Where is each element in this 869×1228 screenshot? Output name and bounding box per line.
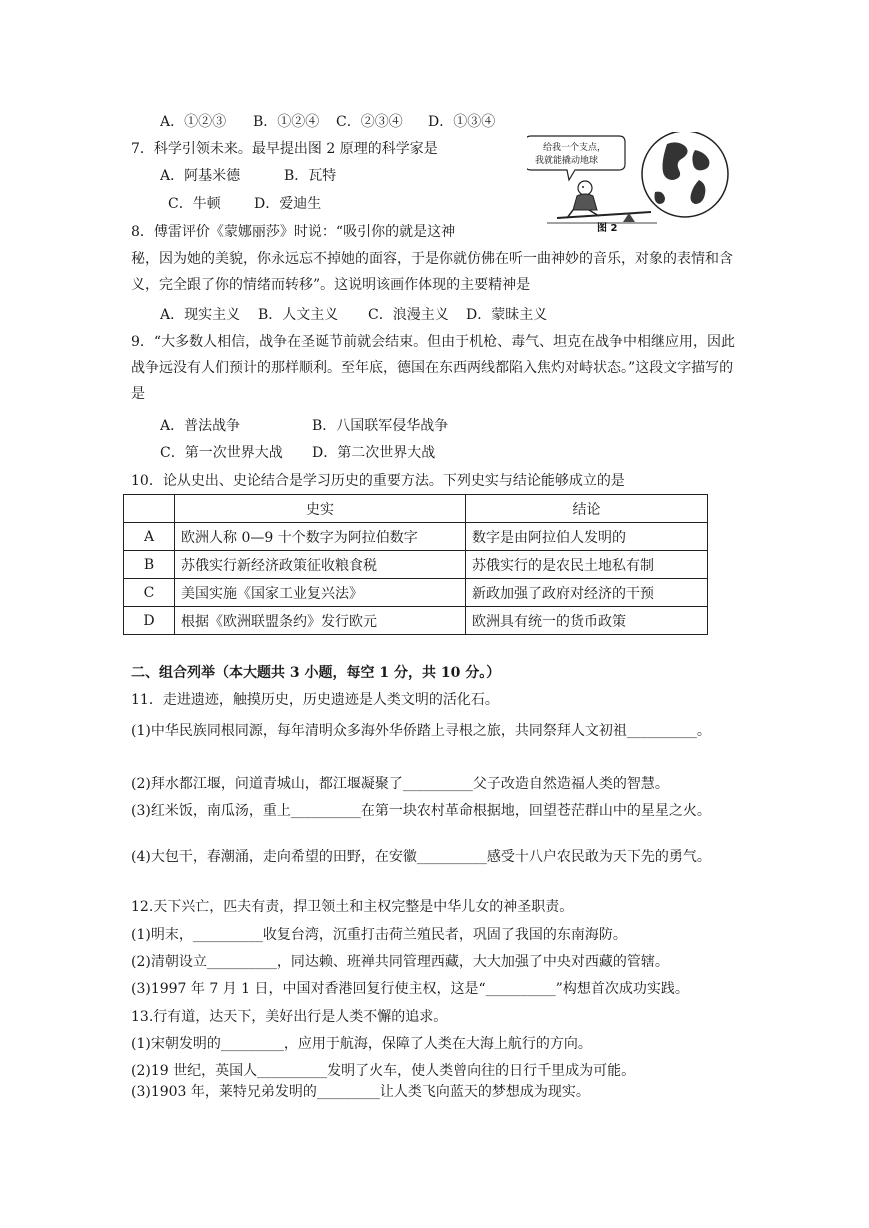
table-row (124, 579, 708, 607)
bubble-text-line2: 我就能撬动地球 (535, 156, 599, 166)
table-row (124, 607, 708, 635)
q8-stem-rest: 秘，因为她的美貌，你永远忘不掉她的面容，于是你就仿佛在听一曲神妙的音乐，对象的表情和含义，完全跟了你的情绪而转移”。这说明该画作体现的主要精神是 (131, 251, 733, 293)
table-cell: 苏俄实行新经济政策征收粮食税 (175, 551, 466, 579)
q8-option-c: C．浪漫主义 (368, 307, 449, 323)
q8-option-a: A．现实主义 (160, 307, 241, 323)
table-row (124, 551, 708, 579)
table-cell: 新政加强了政府对经济的干预 (466, 579, 708, 607)
q12-stem: 12.天下兴亡，匹夫有责，捍卫领土和主权完整是中华儿女的神圣职责。 (131, 899, 574, 915)
q10-stem: 10．论从史出、史论结合是学习历史的重要方法。下列史实与结论能够成立的是 (131, 473, 625, 489)
table-cell: 美国实施《国家工业复兴法》 (175, 579, 466, 607)
archimedes-figure-icon (567, 181, 599, 218)
q9-options-row1 (160, 416, 448, 436)
q6-options (160, 112, 495, 132)
table-header-cell (124, 495, 175, 523)
q12-item-2: (2)清朝设立__________，同达赖、班禅共同管理西藏，大大加强了中央对西藏的管辖。 (131, 954, 669, 970)
q11-item-4: (4)大包干，春潮涌，走向希望的田野，在安徽__________感受十八户农民敢为天下先的勇气。 (131, 849, 711, 865)
table-cell: A (124, 523, 175, 551)
q8-option-b: B．人文主义 (258, 307, 339, 323)
q7-option-d: D．爱迪生 (254, 196, 322, 212)
table-header-cell: 结论 (466, 495, 708, 523)
table-cell: 欧洲人称 0—9 十个数字为阿拉伯数字 (175, 523, 466, 551)
q12-item-1: (1)明末，__________收复台湾，沉重打击荷兰殖民者，巩固了我国的东南海防。 (131, 927, 627, 943)
section-2-title: 二、组合列举（本大题共 3 小题，每空 1 分，共 10 分。） (131, 665, 501, 681)
table-header-cell: 史实 (175, 495, 466, 523)
earth-globe-icon (642, 132, 728, 217)
q7-options-row2 (168, 194, 321, 214)
q13-item-1: (1)宋朝发明的_________，应用于航海，保障了人类在大海上航行的方向。 (131, 1036, 592, 1052)
q8-stem-line1: 8．傅雷评价《蒙娜丽莎》时说：“吸引你的就是这神 (131, 224, 456, 240)
table-cell: 根据《欧洲联盟条约》发行欧元 (175, 607, 466, 635)
q11-item-2: (2)拜水都江堰，问道青城山，都江堰凝聚了__________父子改造自然造福人类的智慧。 (131, 776, 669, 792)
q6-option-c: C．②③④ (336, 114, 403, 130)
q10-table (123, 494, 708, 635)
q13-stem: 13.行有道，达天下，美好出行是人类不懈的追求。 (131, 1009, 448, 1025)
figure-2-lever-illustration (527, 132, 739, 232)
q9-option-d: D．第二次世界大战 (312, 445, 436, 461)
figure-caption: 图 2 (597, 223, 618, 232)
table-row (124, 523, 708, 551)
q12-item-3: (3)1997 年 7 月 1 日，中国对香港回复行使主权，这是“__________”构想首次成功实践。 (131, 981, 689, 997)
table-cell: 数字是由阿拉伯人发明的 (466, 523, 708, 551)
q11-item-3: (3)红米饭，南瓜汤，重上__________在第一块农村革命根据地，回望苍茫群山中的星星之火。 (131, 803, 711, 819)
q8-option-d: D．蒙昧主义 (466, 307, 548, 323)
q6-option-d: D．①③④ (428, 114, 496, 130)
q11-stem: 11．走进遗迹，触摸历史，历史遗迹是人类文明的活化石。 (131, 692, 499, 708)
q9-option-a: A．普法战争 (160, 418, 241, 434)
q9-option-b: B．八国联军侵华战争 (312, 418, 449, 434)
lever-icon (547, 212, 657, 223)
table-cell: D (124, 607, 175, 635)
q9-stem: 9．“大多数人相信，战争在圣诞节前就会结束。但由于机枪、毒气、坦克在战争中相继应用，因此战争远没有人们预计的那样顺利。至年底，德国在东西两线都陷入焦灼对峙状态。”这段文字描写的是 (131, 334, 736, 402)
q7-option-c: C．牛顿 (168, 196, 221, 212)
table-cell: 苏俄实行的是农民土地私有制 (466, 551, 708, 579)
q9-options-row2 (160, 443, 435, 463)
q7-option-a: A．阿基米德 (160, 168, 241, 184)
q7-option-b: B．瓦特 (284, 168, 337, 184)
q7-options-row1 (160, 166, 336, 186)
table-header-row (124, 495, 708, 523)
q8-options (160, 305, 547, 325)
table-cell: 欧洲具有统一的货币政策 (466, 607, 708, 635)
q13-item-3: (3)1903 年，莱特兄弟发明的_________让人类飞向蓝天的梦想成为现实。 (131, 1084, 590, 1100)
table-cell: C (124, 579, 175, 607)
q11-item-1: (1)中华民族同根同源，每年清明众多海外华侨踏上寻根之旅，共同祭拜人文初祖__________。 (131, 723, 711, 739)
q13-item-2: (2)19 世纪，英国人__________发明了火车，使人类曾向往的日行千里成为可能。 (131, 1063, 636, 1079)
q7-stem: 7．科学引领未来。最早提出图 2 原理的科学家是 (131, 141, 438, 157)
table-cell: B (124, 551, 175, 579)
q6-option-b: B．①②④ (253, 114, 320, 130)
q6-option-a: A．①②③ (160, 114, 227, 130)
bubble-text-line1: 给我一个支点， (543, 143, 607, 153)
q9-option-c: C．第一次世界大战 (160, 445, 283, 461)
